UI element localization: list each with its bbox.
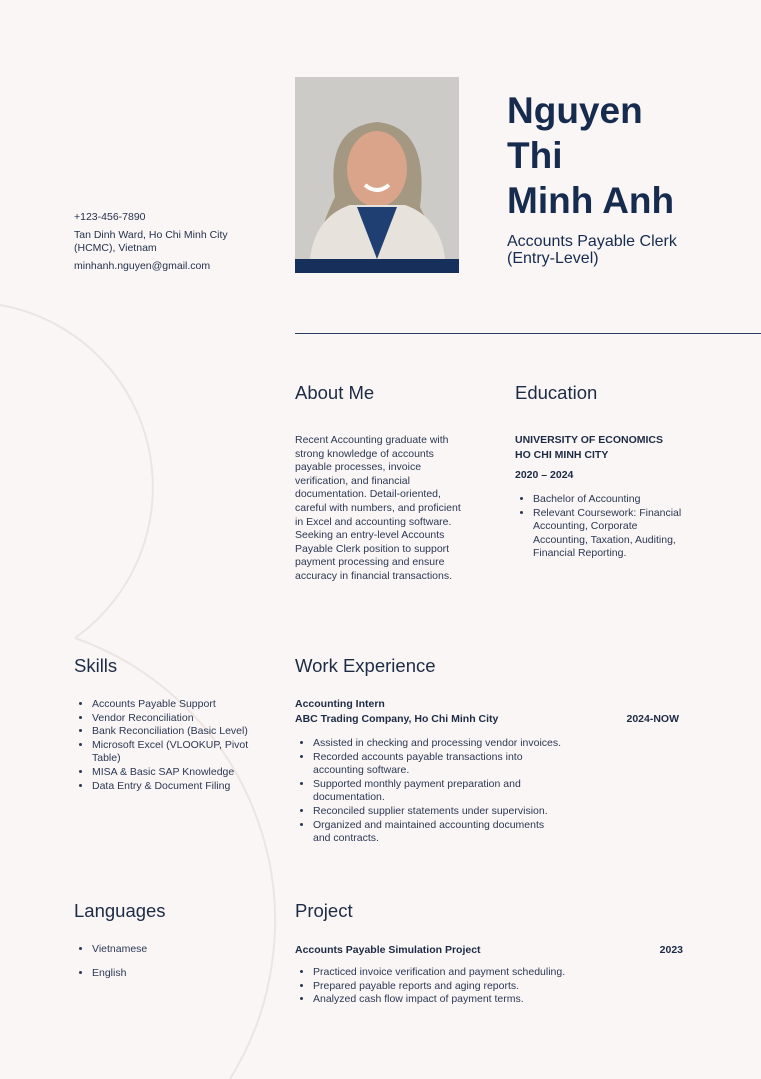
work-title: Work Experience [295, 655, 436, 676]
list-item: • Recorded accounts payable transactions into accounting software. [313, 751, 563, 778]
contact-info [74, 211, 254, 278]
education-title: Education [515, 382, 598, 403]
education-section [515, 382, 685, 561]
phone: +123-456-7890 [74, 211, 146, 223]
email: minhanh.nguyen@gmail.com [74, 260, 211, 272]
list-item: • Microsoft Excel (VLOOKUP, Pivot Table) [92, 739, 249, 766]
list-item: • Relevant Coursework: Financial Accounting, Corporate Accounting, Taxation, Auditing, Financial Reporting. [533, 507, 685, 561]
work-list [295, 737, 563, 846]
skills-list [74, 698, 249, 793]
list-item: • Bachelor of Accounting [533, 493, 685, 507]
list-item: • Accounts Payable Support [92, 698, 249, 712]
project-section [295, 900, 685, 1007]
list-item: • Organized and maintained accounting documents and contracts. [313, 819, 563, 846]
skills-title: Skills [74, 655, 118, 676]
work-position: Accounting Intern [295, 698, 385, 710]
work-company: ABC Trading Company, Ho Chi Minh City [295, 713, 499, 725]
languages-title: Languages [74, 900, 166, 921]
list-item: • Supported monthly payment preparation and documentation. [313, 778, 563, 805]
work-dates: 2024-NOW [626, 713, 679, 725]
school-name: UNIVERSITY OF ECONOMICS HO CHI MINH CITY [515, 434, 663, 461]
education-years: 2020 – 2024 [515, 469, 574, 481]
about-section [295, 382, 465, 584]
list-item: • Vietnamese [92, 943, 249, 957]
list-item: • Reconciled supplier statements under supervision. [313, 805, 563, 819]
address: Tan Dinh Ward, Ho Chi Minh City (HCMC), Vietnam [74, 229, 228, 254]
project-name: Accounts Payable Simulation Project [295, 944, 481, 956]
job-title: Accounts Payable Clerk (Entry-Level) [507, 233, 677, 267]
portrait-image [295, 77, 459, 273]
about-text: Recent Accounting graduate with strong knowledge of accounts payable processes, invoice verification, and financial documentation. Detail-oriented, careful with numbers, and proficient in Excel and accounting software. Seeking an entry-level Accounts Payable Clerk position to support payment processing and ensure accuracy in financial transactions. [295, 434, 461, 582]
list-item: • Practiced invoice verification and payment scheduling. [313, 966, 685, 980]
list-item: • Assisted in checking and processing vendor invoices. [313, 737, 563, 751]
header-divider [295, 333, 761, 334]
work-section [295, 655, 685, 846]
list-item: • Bank Reconciliation (Basic Level) [92, 725, 249, 739]
education-list [515, 493, 685, 561]
full-name: Nguyen Thi Minh Anh [507, 90, 675, 221]
list-item: • English [92, 967, 249, 981]
list-item: • Data Entry & Document Filing [92, 780, 249, 794]
skills-section [74, 655, 249, 793]
profile-photo [295, 77, 459, 273]
list-item: • Analyzed cash flow impact of payment terms. [313, 993, 685, 1007]
project-title: Project [295, 900, 353, 921]
languages-section [74, 900, 249, 980]
list-item: • Prepared payable reports and aging reports. [313, 980, 685, 994]
list-item: • MISA & Basic SAP Knowledge [92, 766, 249, 780]
about-title: About Me [295, 382, 375, 403]
photo-accent-band [295, 259, 459, 273]
list-item: • Vendor Reconciliation [92, 712, 249, 726]
project-year: 2023 [659, 944, 683, 956]
languages-list [74, 943, 249, 980]
project-list [295, 966, 685, 1007]
